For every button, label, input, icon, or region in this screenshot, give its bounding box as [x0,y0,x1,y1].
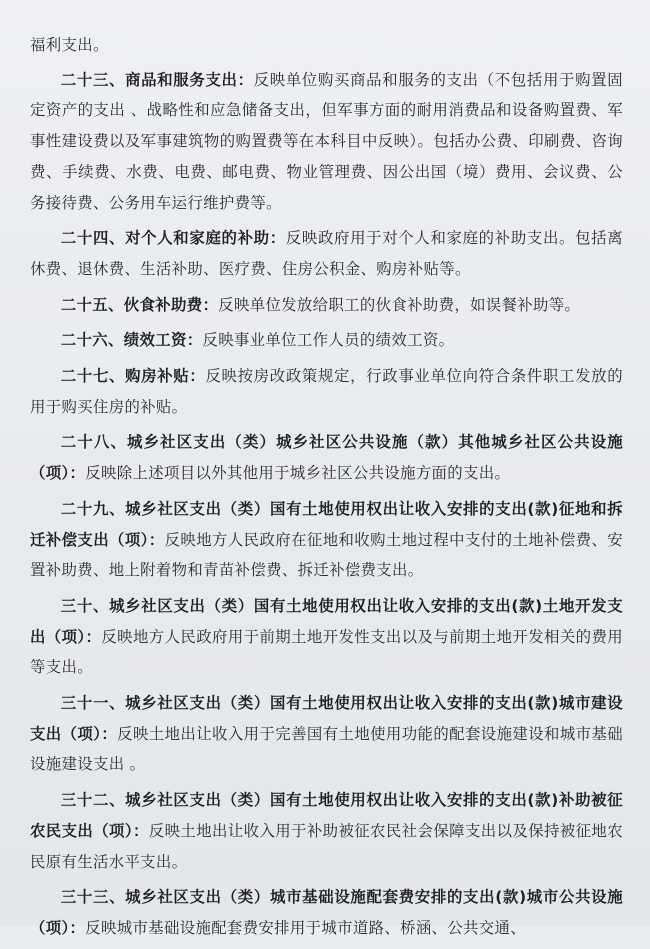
paragraph-heading: 三十三、城乡社区支出（类）城市基础设施配套费安排的支出(款)城市公共设施（项）： [30,888,623,937]
paragraph-heading: 二十五、伙食补助费： [60,295,219,314]
paragraph-body: 反映土地出让收入用于完善国有土地使用功能的配套设施建设和城市基础设施建设支出 。 [30,724,624,774]
paragraph-27 [30,361,623,422]
paragraph-body: 福利支出。 [30,36,109,54]
paragraph-heading: 二十七、购房补贴： [60,367,206,386]
paragraph-body: 反映政府用于对个人和家庭的补助支出。包括离休费、退休费、生活补助、医疗费、住房公积金、购房补贴等。 [30,229,623,278]
paragraph-heading: 二十八、城乡社区支出（类）城乡社区公共设施（款）其他城乡社区公共设施（项）： [30,433,623,483]
paragraph-continuation [30,30,623,61]
paragraph-heading: 三十、城乡社区支出（类）国有土地使用权出让收入安排的支出(款)土地开发支出（项）： [30,596,623,646]
paragraph-28 [30,427,623,488]
paragraph-heading: 二十六、绩效工资： [60,331,203,350]
paragraph-heading: 二十九、城乡社区支出（类）国有土地使用权出让收入安排的支出(款)征地和拆迁补偿支出（项）： [30,499,623,549]
paragraph-33 [30,882,623,943]
paragraph-body: 反映地方人民政府在征地和收购土地过程中支付的土地补偿费、安置补助费、地上附着物和青苗补偿费、拆迁补偿费支出。 [30,530,623,580]
paragraph-body: 反映按房改政策规定，行政事业单位向符合条件职工发放的用于购买住房的补贴。 [30,367,623,416]
paragraph-body: 反映事业单位工作人员的绩效工资。 [202,331,455,350]
paragraph-body: 反映土地出让收入用于补助被征农民社会保障支出以及保持被征地农民原有生活水平支出。 [30,821,623,871]
paragraph-25 [30,290,623,321]
paragraph-32 [30,785,623,877]
paragraph-26 [30,325,623,356]
paragraph-heading: 二十四、对个人和家庭的补助： [60,229,286,248]
paragraph-body: 反映除上述项目以外其他用于城乡社区公共设施方面的支出。 [85,464,511,483]
paragraph-body: 反映单位发放给职工的伙食补助费，如误餐补助等。 [218,295,581,314]
paragraph-heading: 二十三、商品和服务支出： [60,70,254,89]
paragraph-body: 反映单位购买商品和服务的支出（不包括用于购置固定资产的支出 、战略性和应急储备支出，但军事方面的耐用消费品和设备购置费、军事性建设费以及军事建筑物的购置费等在本科目中反映）。包括办公费、印刷费、咨询费、手续费、水费、电费、邮电费、物业管理费、因公出国（境）费用、会议费、公务接待费、公务用车运行维护费等。 [30,70,623,212]
paragraph-body: 反映地方人民政府用于前期土地开发性支出以及与前期土地开发相关的费用等支出。 [30,627,623,677]
paragraph-31 [30,688,623,780]
paragraph-24 [30,223,623,284]
paragraph-heading: 三十二、城乡社区支出（类）国有土地使用权出让收入安排的支出(款)补助被征农民支出（项）： [30,791,623,840]
document-body [30,30,623,949]
paragraph-23 [30,65,623,219]
paragraph-30 [30,591,623,683]
paragraph-heading: 三十一、城乡社区支出（类）国有土地使用权出让收入安排的支出(款)城市建设支出（项）： [30,694,623,743]
paragraph-body: 反映城市基础设施配套费安排用于城市道路、桥涵、公共交通、 [85,918,527,937]
paragraph-29 [30,494,623,586]
